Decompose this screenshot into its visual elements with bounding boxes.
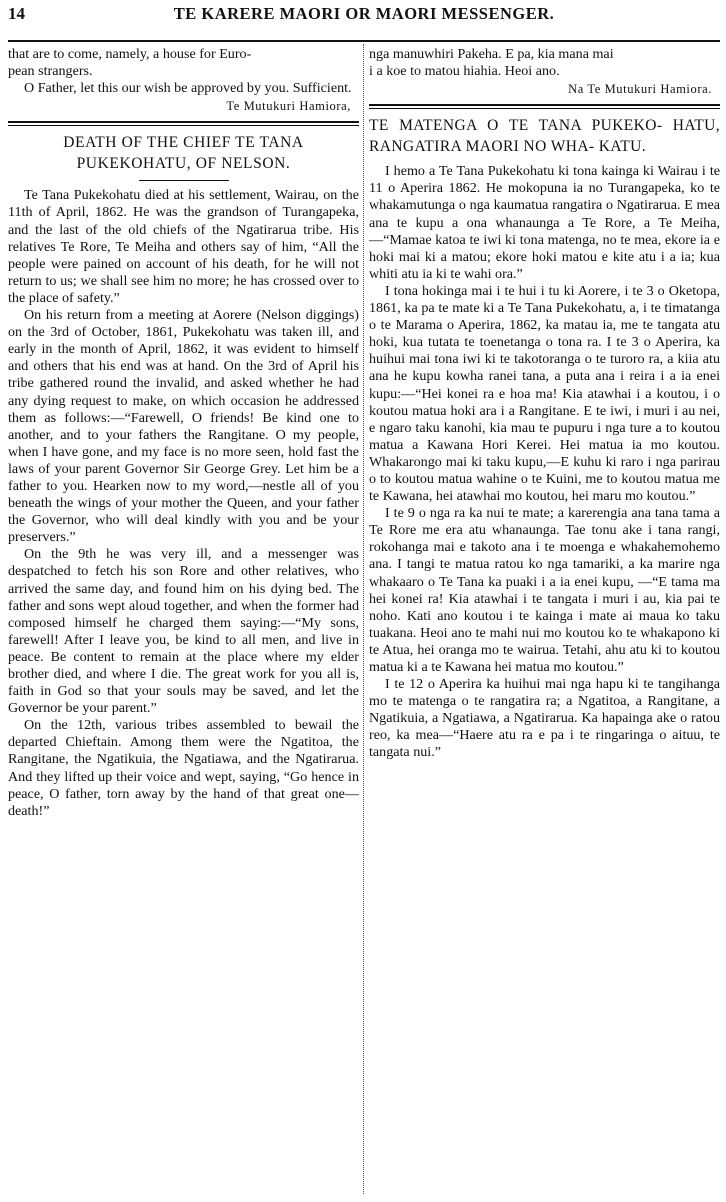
right-signature: Na Te Mutukuri Hamiora. [568,82,712,97]
running-title: TE KARERE MAORI OR MAORI MESSENGER. [173,4,555,23]
right-article-title [369,115,720,157]
right-title-line-3: KATU. [598,138,646,156]
right-paragraph-1: I hemo a Te Tana Pukekohatu ki tona kainga ki Wairau i te 11 o Aperira 1862. He mokopuna ia no Turangapeka, ko te whakamutunga o nga kaumatua rangatira o Ngatirarua. E mea ana te kupu a ona whanaunga a Te Rore, a Te Meiha,—“Mamae katoa te iwi ki tona matenga, no te mea, ekore ia e hoki mai ki a matou; ekore hoki matou e kite atu i a ia; kua whiti atu ia ki te wahi ora.” [369,163,720,282]
left-paragraph-4: On the 12th, various tribes assembled to bewail the departed Chieftain. Among them were the Ngatitoa, the Rangitane, the Ngatikuia, the Ngatiawa, and the Ngatirarua. And they lifted up their voice and wept, saying, “Go hence in peace, O father, torn away by the hand of that great one—death!” [8,717,359,819]
right-intro-line-2: i a koe to matou hiahia. Heoi ano. [369,63,560,80]
left-article-title [8,132,359,174]
left-intro-line-2: pean strangers. [8,63,93,80]
left-paragraph-1: Te Tana Pukekohatu died at his settlement, Wairau, on the 11th of April, 1862. He was the grandson of Turangapeka, and the last of the old chiefs of the Ngatirarua tribe. His relatives Te Rore, Te Meiha and others say of him, “All the people were pained on account of his death, for he will not return to us; we shall see him no more; he has crossed over to the place of safety.” [8,187,359,306]
page-header [8,4,720,30]
right-title-line-1: TE MATENGA O TE TANA PUKEKO- [369,117,663,135]
left-section-rule [8,121,359,126]
left-title-underline [139,180,229,181]
right-title-line-2: HATU, RANGATIRA MAORI NO WHA- [369,117,720,156]
right-paragraph-4: I te 12 o Aperira ka huihui mai nga hapu ki te tangihanga mo te matenga o te rangatira ra; a Ngatitoa, a Rangitane, a Ngatikuia, a Ngatiawa, a Ngatirarua. Ka hapainga ake o ratou reo, ka mea—“Haere atu ra e pa i te ringaringa o aituu, te tangata nui.” [369,676,720,761]
right-intro-line-1: nga manuwhiri Pakeha. E pa, kia mana mai [369,46,614,62]
page-number: 14 [8,4,25,23]
left-signature: Te Mutukuri Hamiora, [226,99,351,114]
left-intro-line-1: that are to come, namely, a house for Euro- [8,46,252,62]
left-paragraph-3: On the 9th he was very ill, and a messenger was despatched to fetch his son Rore and other relatives, who arrived the same day, and found him on his dying bed. The father and sons wept aloud together, and when the former had composed himself he charged them saying:—“My sons, farewell! After I leave you, be kind to all men, and live in peace. Be content to remain at the place where my elder brother died, and where I die. The great work for you all is, faith in God so that your souls may be saved, and let the Governor be your parent.” [8,546,359,717]
left-paragraph-2: On his return from a meeting at Aorere (Nelson diggings) on the 3rd of October, 1861, Pukekohatu was taken ill, and early in the month of April, 1862, it was evident to himself and others that his end was at hand. On the 3rd of April his tribe gathered round the invalid, and asked whether he had any dying request to make, on which occasion he addressed them as follows:—“Farewell, O friends! Be kind one to another, and to your fathers the Rangitane. O my people, when I have gone, and my face is no more seen, hold fast the laws of your parent Governor Sir George Grey. Let him be a father to you. Hearken now to my word,—nestle all of you beneath the wings of your mother the Queen, and your father the Governor, who will deal kindly with you and be your preservers.” [8,307,359,546]
right-section-rule [369,104,720,109]
left-title-line-2: PUKEKOHATU, OF NELSON. [76,155,291,173]
left-column [8,46,359,820]
left-title-line-1: DEATH OF THE CHIEF TE TANA [63,134,304,152]
right-column [369,46,720,762]
right-paragraph-2: I tona hokinga mai i te hui i tu ki Aorere, i te 3 o Oketopa, 1861, ka pa te mate ki a Te Tana Pukekohatu, a, i te timatanga o te Marama o Aperira, 1862, ka matau ia, me te tangata atu hoki, kua tutata te toenetanga o tona ra. I te 3 o Aperira, ka huihui mai tona iwi ki te takotoranga o te turoro ra, a kiia atu ana he kupu kowha ranei tana, a puta ana i reira i a ia enei kupu:—“Hei konei ra e hoa ma! Kia atawhai i a koutou, i o koutou matua hoki ara i a Rangitane. E te iwi, i muri i au nei, e ngaro taku kanohi, kia mau te pupuru i nga ture a to koutou matua a Kawana Hori Kerei. Hei matua ia mo koutou. Whakarongo mai ki taku kupu,—E kuhu ki raro i nga parirau o to koutou matua wahine o te Kuini, me to koutou matua me te Kawana, hei atawhai mo koutou, hei maru mo koutou.” [369,282,720,505]
column-divider [363,44,364,1194]
left-intro-paragraph: O Father, let this our wish be approved by you. Sufficient. [24,80,352,97]
header-rule [8,40,720,42]
right-paragraph-3: I te 9 o nga ra ka nui te mate; a karerengia ana tana tama a Te Rore me era atu whanaunga. Tae tonu ake i tana rangi, rokohanga mai e takoto ana i te moenga e whakahemohemo ana. I tangi te matua ratou ko nga tamariki, a ka marire nga whakaaro o Te Tana ka puaki i a ia enei kupu, —“E tama ma hei konei ra! Kia atawhai i te tangata i muri i au, kia pai te noho. Kati ano koutou i te kainga i mate ai maua ko taku tuakana. Heoi ano te mahi nui mo koutou ko te whakapono ki te Atua, hei oranga mo te wairua. Tetahi, ahu atu ki to koutou matua ki a te Kawana hei matua mo koutou.” [369,505,720,675]
